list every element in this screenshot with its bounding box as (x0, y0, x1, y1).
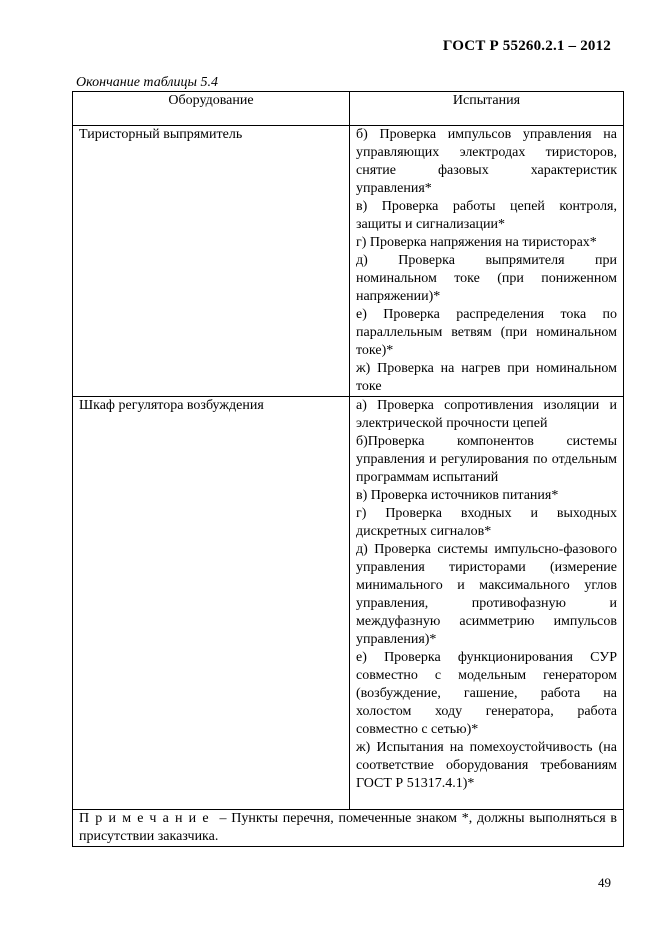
test-item: в) Проверка источников питания* (356, 488, 559, 503)
tests-cell (350, 397, 624, 810)
test-item: ж) Испытания на помехоустойчивость (на соответствие оборудования требованиям ГОСТ Р 51317.4.1)* (356, 740, 617, 791)
test-item: д) Проверка выпрямителя при номинальном токе (при пониженном напряжении)* (356, 253, 617, 304)
test-item: ж) Проверка на нагрев при номинальном токе (356, 361, 617, 394)
test-item: г) Проверка напряжения на тиристорах* (356, 235, 597, 250)
note-label: Примечание (79, 811, 215, 826)
table-note (73, 810, 624, 847)
table-header-row (73, 92, 624, 126)
test-item: в) Проверка работы цепей контроля, защиты и сигнализации* (356, 199, 617, 232)
equipment-cell: Шкаф регулятора возбуждения (73, 397, 350, 810)
tests-table (72, 91, 624, 847)
test-item: г) Проверка входных и выходных дискретных сигналов* (356, 506, 617, 539)
test-item: б)Проверка компонентов системы управления и регулирования по отдельным программам испытаний (356, 434, 617, 485)
test-item: д) Проверка системы импульсно-фазового управления тиристорами (измерение минимального и максимального углов управления, противофазную и междуфазную асимметрию импульсов управления)* (356, 542, 617, 647)
test-item: а) Проверка сопротивления изоляции и электрической прочности цепей (356, 398, 617, 431)
header-tests: Испытания (350, 92, 624, 126)
table-note-row (73, 810, 624, 847)
table-row (73, 397, 624, 810)
equipment-cell: Тиристорный выпрямитель (73, 126, 350, 397)
table-row (73, 126, 624, 397)
test-item: б) Проверка импульсов управления на управляющих электродах тиристоров, снятие фазовых характеристик управления* (356, 127, 617, 196)
test-item: е) Проверка распределения тока по параллельным ветвям (при номинальном токе)* (356, 307, 617, 358)
page-number: 49 (598, 875, 611, 890)
document-code: ГОСТ Р 55260.2.1 – 2012 (442, 38, 611, 54)
tests-cell (350, 126, 624, 397)
table-caption: Окончание таблицы 5.4 (76, 75, 218, 90)
header-equipment: Оборудование (73, 92, 350, 126)
note-text: – Пункты перечня, помеченные знаком *, должны выполняться в присутствии заказчика. (79, 811, 617, 844)
test-item: е) Проверка функционирования СУР совместно с модельным генератором (возбуждение, гашение, работа на холостом ходу генератора, работа совместно с сетью)* (356, 650, 617, 737)
